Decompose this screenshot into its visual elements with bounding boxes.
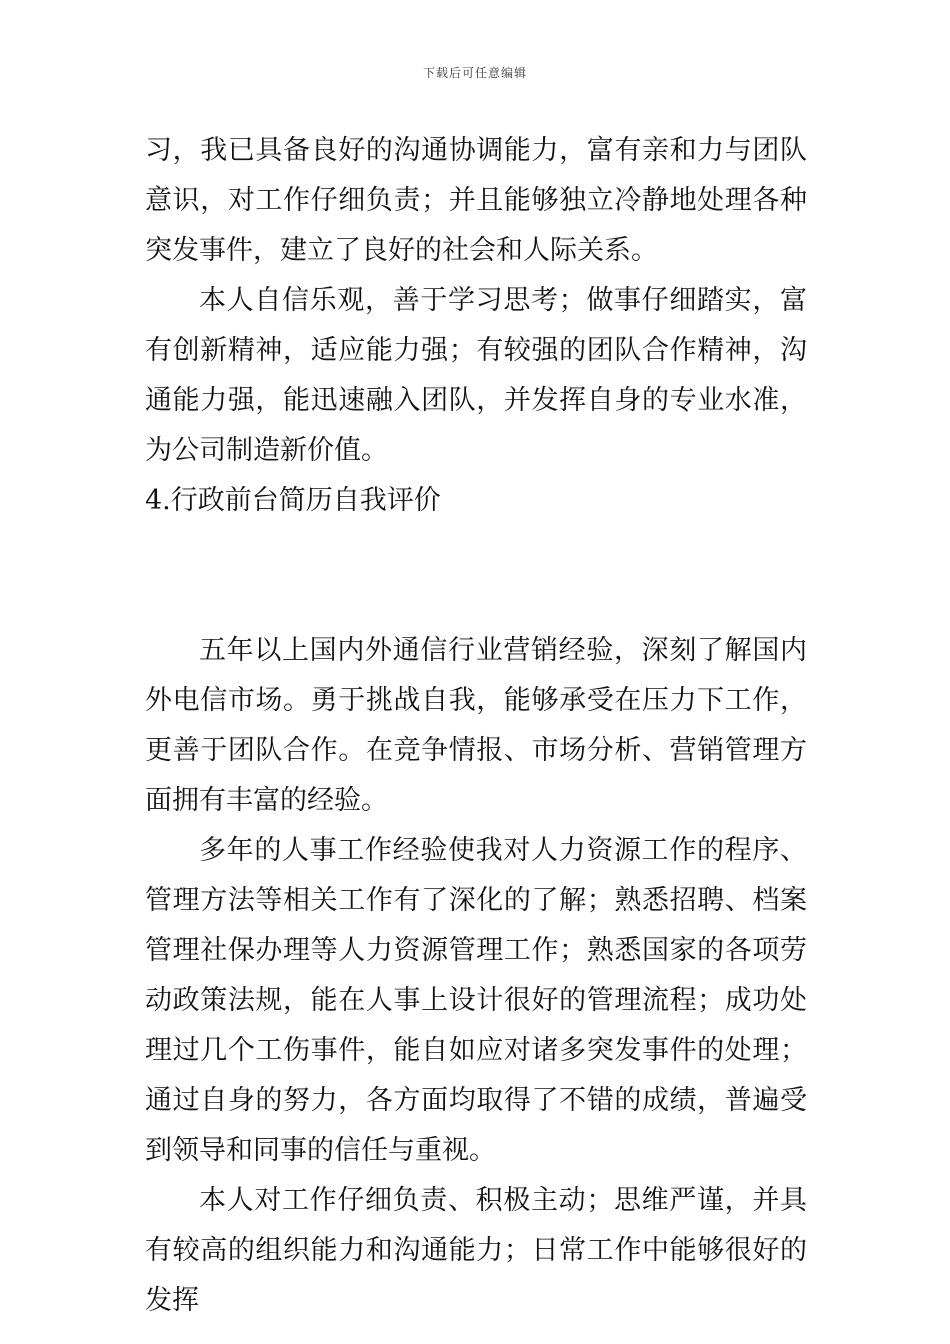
paragraph-telecom-experience: 五年以上国内外通信行业营销经验，深刻了解国内外电信市场。勇于挑战自我，能够承受在压力下工作，更善于团队合作。在竞争情报、市场分析、营销管理方面拥有丰富的经验。 [145,635,807,816]
paragraph-hr-experience: 多年的人事工作经验使我对人力资源工作的程序、管理方法等相关工作有了深化的了解；熟悉招聘、档案管理社保办理等人力资源管理工作；熟悉国家的各项劳动政策法规，能在人事上设计很好的管理流程；成功处理过几个工伤事件，能自如应对诸多突发事件的处理；通过自身的努力，各方面均取得了不错的成绩，普遍受到领导和同事的信任与重视。 [145,835,807,1166]
document-body [145,126,807,1326]
paragraph-work-attitude: 本人对工作仔细负责、积极主动；思维严谨，并具有较高的组织能力和沟通能力；日常工作中能够很好的发挥 [145,1185,807,1316]
blank-space [145,526,807,626]
paragraph-self-confidence: 本人自信乐观，善于学习思考；做事仔细踏实，富有创新精神，适应能力强；有较强的团队合作精神，沟通能力强，能迅速融入团队，并发挥自身的专业水准，为公司制造新价值。 [145,285,807,466]
section-heading: 4.行政前台简历自我评价 [145,485,441,516]
paragraph-continuation: 习，我已具备良好的沟通协调能力，富有亲和力与团队意识，对工作仔细负责；并且能够独立冷静地处理各种突发事件，建立了良好的社会和人际关系。 [145,135,807,266]
page-header-note: 下载后可任意编辑 [422,66,527,80]
